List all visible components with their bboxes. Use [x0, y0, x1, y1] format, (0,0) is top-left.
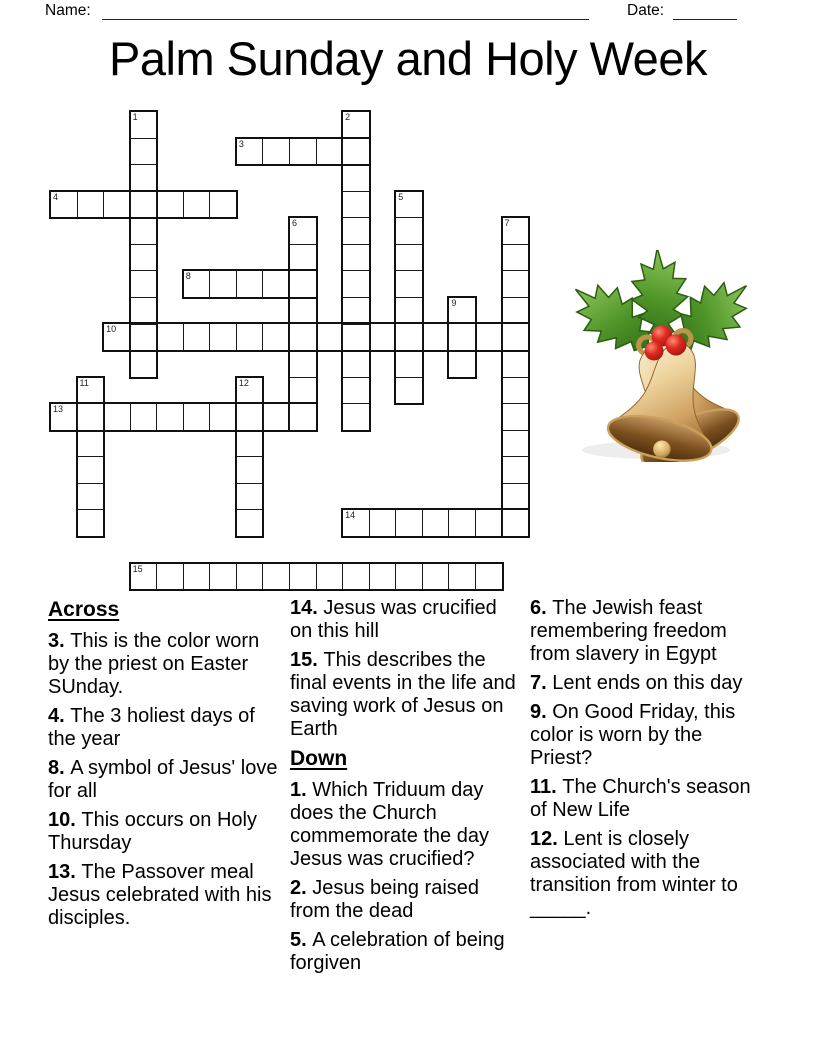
grid-cell[interactable]	[78, 456, 104, 483]
grid-cell[interactable]	[156, 192, 183, 218]
grid-cell[interactable]	[502, 324, 529, 350]
grid-cell[interactable]	[209, 324, 236, 350]
grid-cell[interactable]	[396, 217, 422, 244]
entry-12-down[interactable]	[235, 376, 265, 538]
grid-cell[interactable]	[290, 377, 316, 404]
entry-5-down[interactable]	[394, 190, 424, 405]
grid-cell[interactable]	[78, 483, 104, 510]
page-title: Palm Sunday and Holy Week	[109, 32, 707, 85]
grid-cell[interactable]	[503, 297, 529, 324]
grid-cell[interactable]	[130, 192, 157, 218]
entry-10-across[interactable]	[102, 322, 530, 352]
grid-cell[interactable]	[289, 324, 316, 350]
grid-cell[interactable]	[183, 192, 210, 218]
clue-number: 7.	[530, 672, 553, 694]
entry-3-across[interactable]	[235, 137, 371, 167]
grid-cell[interactable]	[503, 270, 529, 297]
grid-cell[interactable]	[237, 483, 263, 510]
grid-cell[interactable]	[130, 404, 157, 430]
grid-cell[interactable]	[343, 297, 369, 324]
clue-3: 3. This is the color worn by the priest on Easter SUnday.	[48, 630, 260, 699]
grid-cell[interactable]	[475, 510, 502, 536]
grid-number: 1	[132, 112, 138, 122]
clue-6: 6. The Jewish feast remembering freedom from slavery in Egypt	[530, 597, 727, 665]
grid-cell[interactable]	[183, 324, 210, 350]
grid-number: 15	[132, 563, 143, 574]
grid-cell[interactable]	[103, 192, 130, 218]
grid-cell[interactable]	[369, 564, 396, 590]
clue-number: 8.	[48, 757, 71, 780]
clue-7: 7. Lent ends on this day	[530, 672, 743, 694]
clue-number: 9.	[530, 701, 553, 723]
grid-number: 11	[79, 377, 89, 388]
name-fill-line[interactable]	[102, 1, 589, 20]
grid-number: 7	[504, 218, 510, 229]
grid-cell[interactable]	[422, 564, 449, 590]
grid-cell[interactable]	[343, 164, 369, 191]
grid-cell[interactable]	[131, 138, 157, 165]
grid-cell[interactable]	[396, 350, 422, 377]
grid-number: 3	[238, 138, 244, 149]
entry-4-across[interactable]	[49, 190, 238, 220]
grid-cell[interactable]	[131, 350, 157, 377]
clue-14: 14. Jesus was crucified on this hill	[290, 597, 497, 642]
grid-cell[interactable]	[395, 564, 422, 590]
grid-cell[interactable]	[77, 192, 104, 218]
clue-1: 1. Which Triduum day does the Church commemorate the day Jesus was crucified?	[290, 779, 489, 871]
grid-cell[interactable]	[156, 564, 183, 590]
grid-cell[interactable]	[77, 404, 104, 430]
grid-number: 5	[398, 191, 404, 202]
grid-cell[interactable]	[503, 244, 529, 271]
grid-number: 8	[185, 271, 191, 282]
clue-number: 1.	[290, 779, 313, 802]
clues-heading-across: Across	[48, 598, 120, 621]
entry-13-across[interactable]	[49, 402, 318, 432]
holly-bells-illustration	[550, 250, 762, 462]
grid-cell[interactable]	[343, 377, 369, 404]
grid-cell[interactable]	[131, 297, 157, 324]
grid-number: 2	[345, 112, 351, 122]
entry-14-across[interactable]	[341, 508, 530, 538]
entry-8-across[interactable]	[182, 269, 318, 299]
grid-cell[interactable]	[395, 324, 422, 350]
clue-number: 13.	[48, 861, 82, 884]
grid-cell[interactable]	[236, 564, 263, 590]
clue-number: 15.	[290, 649, 324, 671]
clue-13: 13. The Passover meal Jesus celebrated with his disciples.	[48, 861, 272, 930]
clue-number: 5.	[290, 929, 313, 952]
clue-number: 14.	[290, 597, 324, 619]
grid-number: 13	[53, 404, 64, 415]
grid-cell[interactable]	[131, 217, 157, 244]
grid-cell[interactable]	[262, 139, 289, 165]
grid-number: 14	[345, 510, 356, 521]
clue-5: 5. A celebration of being forgiven	[290, 929, 505, 975]
grid-cell[interactable]	[369, 510, 396, 536]
crossword-grid	[49, 110, 528, 589]
grid-cell[interactable]	[263, 404, 290, 430]
clue-number: 6.	[530, 597, 553, 619]
grid-cell[interactable]	[422, 324, 449, 350]
grid-cell[interactable]	[449, 350, 475, 377]
grid-cell[interactable]	[290, 244, 316, 271]
grid-cell[interactable]	[396, 270, 422, 297]
grid-cell[interactable]	[237, 509, 263, 536]
clue-15: 15. This describes the final events in the life and saving work of Jesus on Earth	[290, 649, 516, 740]
grid-cell[interactable]	[448, 324, 475, 350]
clue-column-2	[290, 597, 524, 981]
grid-cell[interactable]	[131, 270, 157, 297]
clue-4: 4. The 3 holiest days of the year	[48, 705, 255, 751]
grid-cell[interactable]	[236, 271, 263, 297]
grid-cell[interactable]	[236, 324, 263, 350]
grid-cell[interactable]	[237, 456, 263, 483]
clue-9: 9. On Good Friday, this color is worn by the Priest?	[530, 701, 736, 769]
grid-cell[interactable]	[262, 324, 289, 350]
grid-cell[interactable]	[237, 430, 263, 457]
grid-cell[interactable]	[156, 324, 183, 350]
grid-cell[interactable]	[262, 271, 289, 297]
clue-column-1	[48, 597, 278, 936]
grid-cell[interactable]	[343, 350, 369, 377]
grid-cell[interactable]	[396, 297, 422, 324]
grid-cell[interactable]	[502, 510, 529, 536]
grid-cell[interactable]	[209, 564, 236, 590]
grid-number: 12	[238, 377, 249, 388]
clue-11: 11. The Church's season of New Life	[530, 776, 751, 821]
grid-cell[interactable]	[503, 403, 529, 430]
clue-12: 12. Lent is closely associated with the transition from winter to _____.	[530, 828, 738, 919]
name-label: Name:	[45, 2, 91, 19]
grid-cell[interactable]	[183, 404, 210, 430]
grid-cell[interactable]	[290, 350, 316, 377]
grid-cell[interactable]	[131, 164, 157, 191]
date-label: Date:	[627, 2, 665, 19]
grid-cell[interactable]	[262, 564, 289, 590]
grid-cell[interactable]	[475, 324, 502, 350]
grid-cell[interactable]	[290, 297, 316, 324]
grid-cell[interactable]	[503, 456, 529, 483]
clue-number: 2.	[290, 877, 313, 900]
grid-cell[interactable]	[475, 564, 502, 590]
grid-cell[interactable]	[395, 510, 422, 536]
grid-cell[interactable]	[343, 270, 369, 297]
grid-cell[interactable]	[503, 430, 529, 457]
grid-number: 6	[292, 218, 298, 229]
grid-cell[interactable]	[369, 324, 396, 350]
grid-cell[interactable]	[316, 324, 343, 350]
entry-15-across[interactable]	[129, 562, 504, 592]
clue-column-3	[530, 597, 770, 926]
entry-11-down[interactable]	[76, 376, 106, 538]
grid-cell[interactable]	[422, 510, 449, 536]
grid-cell[interactable]	[448, 510, 475, 536]
grid-cell[interactable]	[130, 324, 157, 350]
clue-10: 10. This occurs on Holy Thursday	[48, 809, 257, 855]
grid-cell[interactable]	[289, 564, 316, 590]
clues-heading-down: Down	[290, 747, 348, 770]
grid-cell[interactable]	[209, 404, 236, 430]
grid-cell[interactable]	[503, 483, 529, 510]
grid-cell[interactable]	[503, 377, 529, 404]
grid-cell[interactable]	[289, 139, 316, 165]
clue-number: 10.	[48, 809, 82, 832]
grid-cell[interactable]	[316, 139, 343, 165]
grid-cell[interactable]	[396, 244, 422, 271]
grid-number: 10	[106, 324, 117, 335]
grid-cell[interactable]	[342, 139, 369, 165]
clue-number: 4.	[48, 705, 71, 728]
clue-number: 11.	[530, 776, 563, 798]
entry-7-down[interactable]	[501, 216, 531, 538]
date-fill-line[interactable]	[673, 1, 737, 20]
grid-number: 9	[451, 297, 457, 308]
grid-cell[interactable]	[396, 377, 422, 404]
grid-cell[interactable]	[342, 324, 369, 350]
grid-cell[interactable]	[183, 564, 210, 590]
clue-number: 3.	[48, 630, 71, 653]
grid-cell[interactable]	[78, 509, 104, 536]
grid-cell[interactable]	[78, 430, 104, 457]
clue-8: 8. A symbol of Jesus' love for all	[48, 757, 278, 803]
clue-2: 2. Jesus being raised from the dead	[290, 877, 480, 923]
grid-cell[interactable]	[289, 271, 316, 297]
grid-cell[interactable]	[343, 244, 369, 271]
grid-cell[interactable]	[289, 404, 316, 430]
grid-cell[interactable]	[343, 403, 369, 430]
grid-cell[interactable]	[209, 192, 236, 218]
grid-number: 4	[53, 191, 59, 202]
grid-cell[interactable]	[343, 191, 369, 218]
grid-cell[interactable]	[131, 244, 157, 271]
clue-number: 12.	[530, 828, 564, 850]
grid-cell[interactable]	[448, 564, 475, 590]
grid-cell[interactable]	[342, 564, 369, 590]
grid-cell[interactable]	[209, 271, 236, 297]
grid-cell[interactable]	[503, 350, 529, 377]
grid-cell[interactable]	[103, 404, 130, 430]
grid-cell[interactable]	[343, 217, 369, 244]
grid-cell[interactable]	[236, 404, 263, 430]
grid-cell[interactable]	[316, 564, 343, 590]
grid-cell[interactable]	[156, 404, 183, 430]
